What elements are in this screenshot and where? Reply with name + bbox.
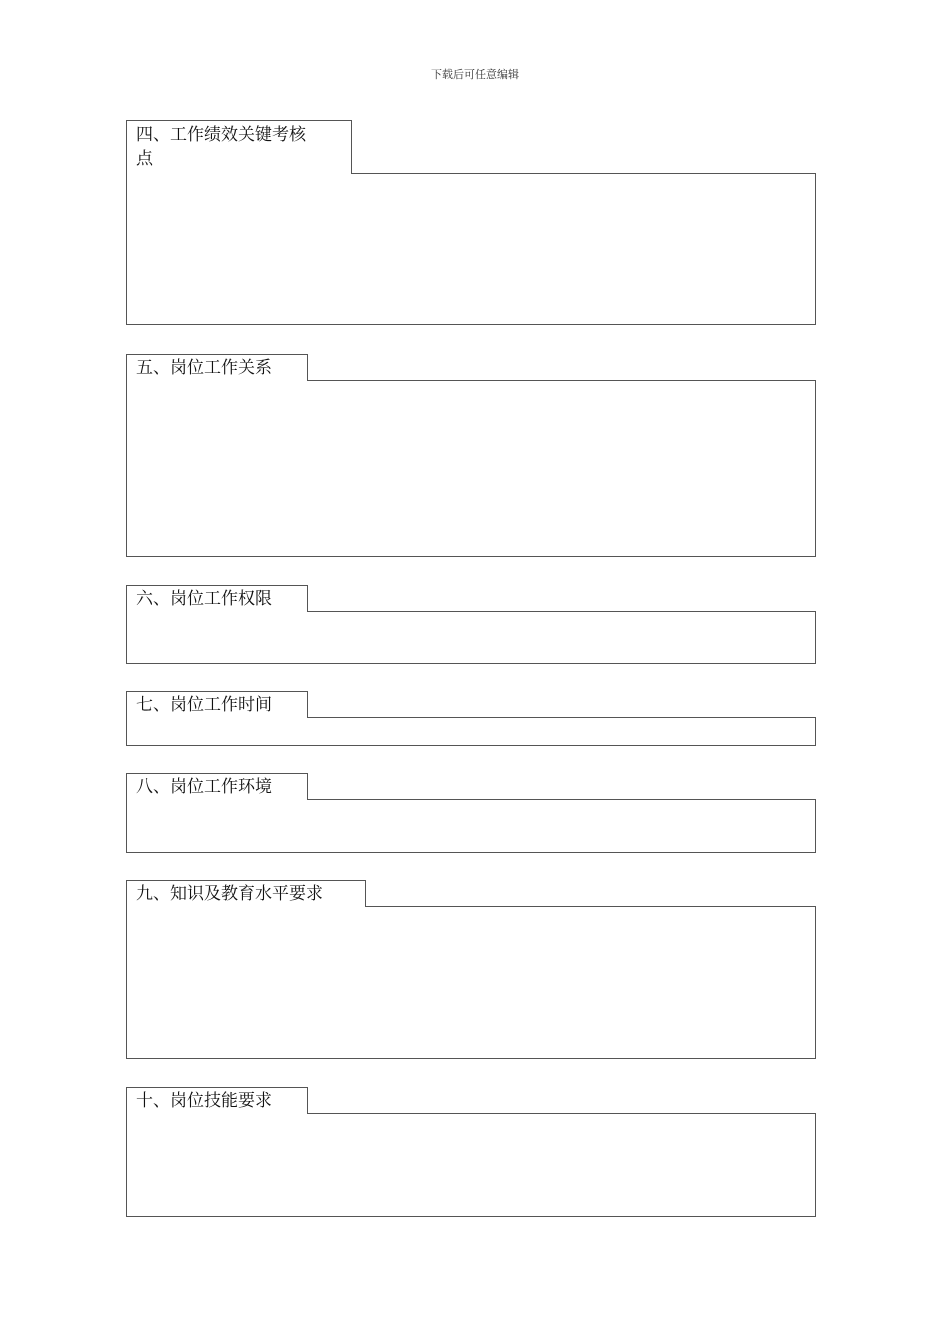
section-title-working-hours: 七、岗位工作时间 xyxy=(126,691,308,718)
section-box-authority xyxy=(126,611,816,664)
section-title-line: 点 xyxy=(136,149,153,169)
section-box-kpi xyxy=(126,173,816,325)
section-title-skills: 十、岗位技能要求 xyxy=(126,1087,308,1114)
section-box-skills xyxy=(126,1113,816,1217)
section-box-relations xyxy=(126,380,816,557)
section-title-relations: 五、岗位工作关系 xyxy=(126,354,308,381)
section-box-environment xyxy=(126,799,816,853)
page-header: 下载后可任意编辑 xyxy=(431,68,519,81)
section-title-line: 四、工作绩效关键考核 xyxy=(136,125,306,145)
section-title-authority: 六、岗位工作权限 xyxy=(126,585,308,612)
section-title-kpi xyxy=(126,120,352,174)
section-box-education xyxy=(126,906,816,1059)
section-title-education: 九、知识及教育水平要求 xyxy=(126,880,366,907)
section-box-working-hours xyxy=(126,717,816,746)
section-title-environment: 八、岗位工作环境 xyxy=(126,773,308,800)
